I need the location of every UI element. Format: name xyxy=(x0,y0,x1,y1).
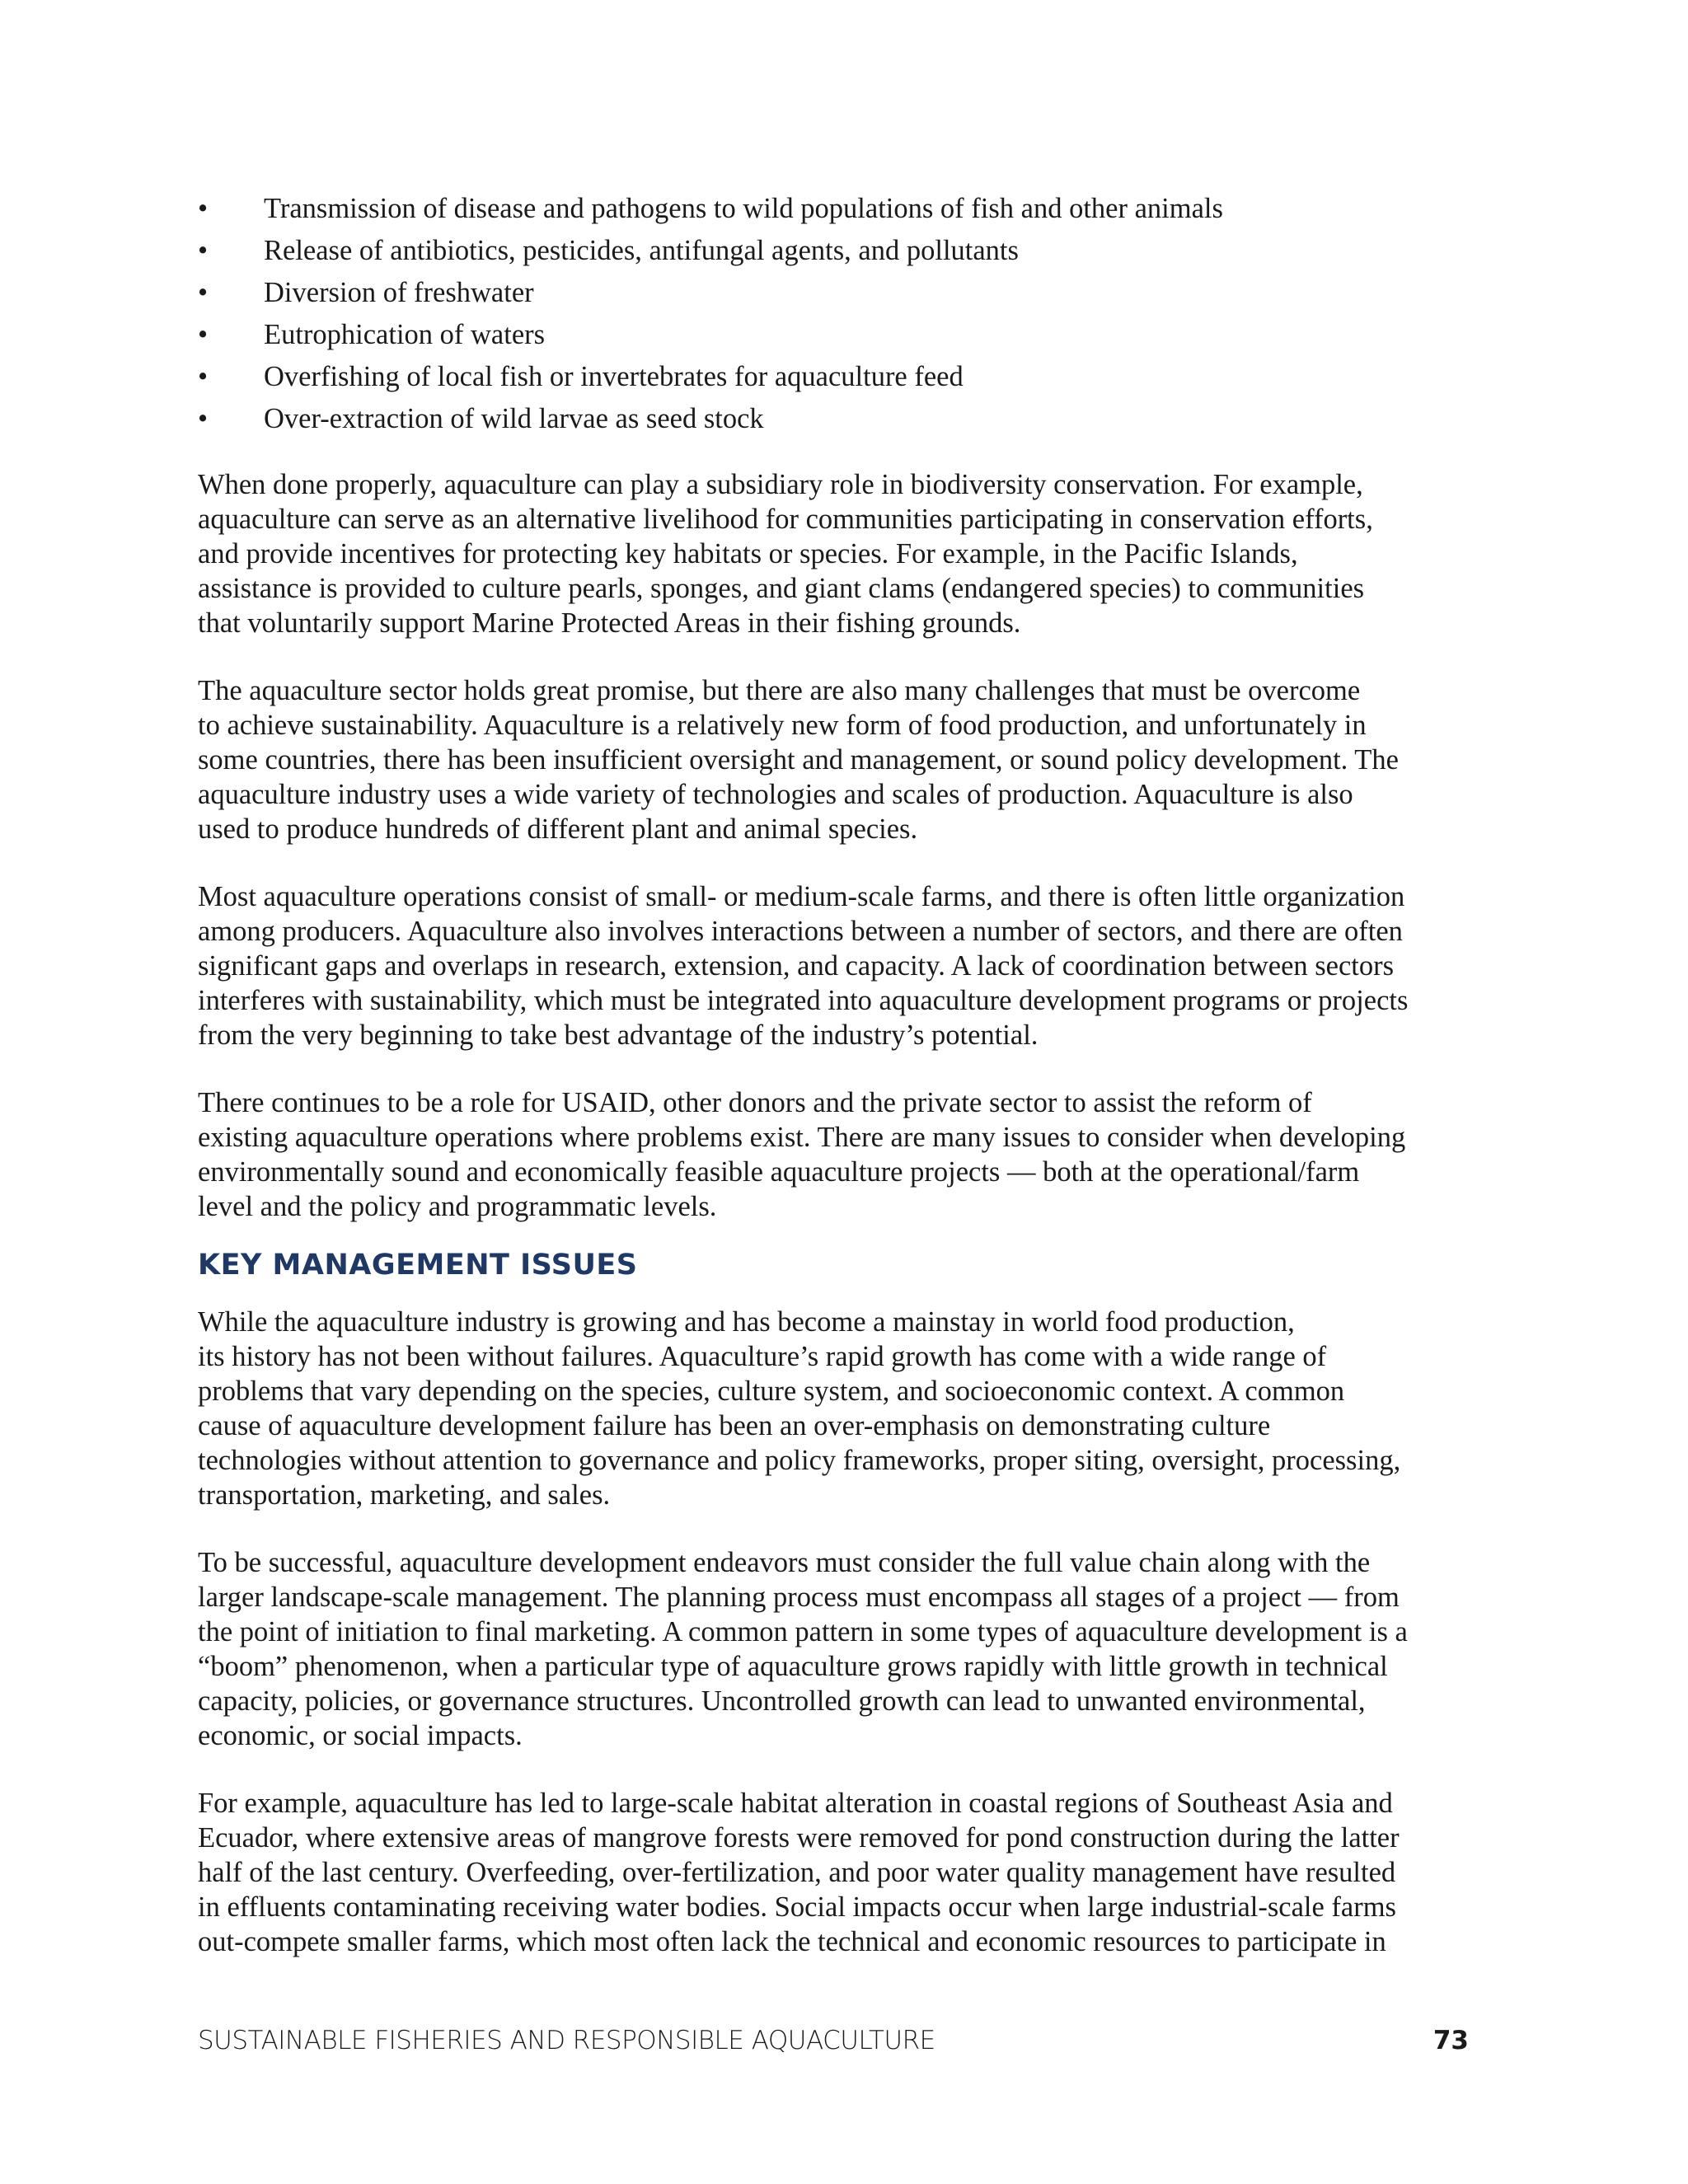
impact-bullet-list xyxy=(198,188,1500,440)
bullet-icon: • xyxy=(198,361,209,392)
paragraph-usaid-role: There continues to be a role for USAID, other donors and the private sector to assist the reform of existing aquaculture operations where problems exist. There are many issues to consider when developing environmentally sound and economically feasible aquaculture projects — both at the operational/farm level and the policy and programmatic levels. xyxy=(198,1087,1406,1222)
bullet-icon: • xyxy=(198,277,209,308)
paragraph-value-chain: To be successful, aquaculture development endeavors must consider the full value chain along with the larger landscape-scale management. The planning process must encompass all stages of a project — from the point of initiation to final marketing. A common pattern in some types of aquaculture development is a “boom” phenomenon, when a particular type of aquaculture grows rapidly with little growth in technical capacity, policies, or governance structures. Uncontrolled growth can lead to unwanted environmental, economic, or social impacts. xyxy=(198,1547,1408,1751)
list-item: • Overfishing of local fish or invertebrates for aquaculture feed xyxy=(198,356,1500,398)
bullet-icon: • xyxy=(198,235,209,266)
list-item: • Transmission of disease and pathogens to wild populations of fish and other animals xyxy=(198,188,1500,230)
running-footer-title: SUSTAINABLE FISHERIES AND RESPONSIBLE AQUACULTURE xyxy=(198,2026,935,2055)
list-item: • Eutrophication of waters xyxy=(198,314,1500,356)
bullet-icon: • xyxy=(198,319,209,350)
bullet-icon: • xyxy=(198,403,209,434)
list-item: • Over-extraction of wild larvae as seed stock xyxy=(198,398,1500,440)
list-item: • Diversion of freshwater xyxy=(198,272,1500,314)
paragraph-subsidiary-role: When done properly, aquaculture can play a subsidiary role in biodiversity conservation. For example, aquaculture can serve as an alternative livelihood for communities participating in conservation efforts, and provide incentives for protecting key habitats or species. For example, in the Pacific Islands, assistance is provided to culture pearls, sponges, and giant clams (endangered species) to communities that voluntarily support Marine Protected Areas in their fishing grounds. xyxy=(198,469,1373,639)
paragraph-operations: Most aquaculture operations consist of small- or medium-scale farms, and there is often little organization among producers. Aquaculture also involves interactions between a number of sectors, and there are often significant gaps and overlaps in research, extension, and capacity. A lack of coordination between sectors interferes with sustainability, which must be integrated into aquaculture development programs or projects from the very beginning to take best advantage of the industry’s potential. xyxy=(198,881,1409,1051)
paragraph-sector-promise: The aquaculture sector holds great promise, but there are also many challenges that must be overcome to achieve sustainability. Aquaculture is a relatively new form of food production, and unfortunately in some countries, there has been insufficient oversight and management, or sound policy development. The aquaculture industry uses a wide variety of technologies and scales of production. Aquaculture is also used to produce hundreds of different plant and animal species. xyxy=(198,675,1399,845)
list-item: • Release of antibiotics, pesticides, antifungal agents, and pollutants xyxy=(198,230,1500,272)
section-heading: KEY MANAGEMENT ISSUES xyxy=(198,1249,638,1282)
paragraph-habitat-alteration: For example, aquaculture has led to large-scale habitat alteration in coastal regions of Southeast Asia and Ecuador, where extensive areas of mangrove forests were removed for pond construction during the latter half of the last century. Overfeeding, over-fertilization, and poor water quality management have resulted in effluents contaminating receiving water bodies. Social impacts occur when large industrial-scale farms out-compete smaller farms, which most often lack the technical and economic resources to participate in xyxy=(198,1788,1400,1957)
bullet-icon: • xyxy=(198,193,209,224)
page-body xyxy=(198,188,1500,1959)
paragraph-industry-history: While the aquaculture industry is growing and has become a mainstay in world food production, its history has not been without failures. Aquaculture’s rapid growth has come with a wide range of problems that vary depending on the species, culture system, and socioeconomic context. A common cause of aquaculture development failure has been an over-emphasis on demonstrating culture technologies without attention to governance and policy frameworks, proper siting, oversight, processing, transportation, marketing, and sales. xyxy=(198,1306,1401,1511)
page-number: 73 xyxy=(1432,2026,1469,2055)
